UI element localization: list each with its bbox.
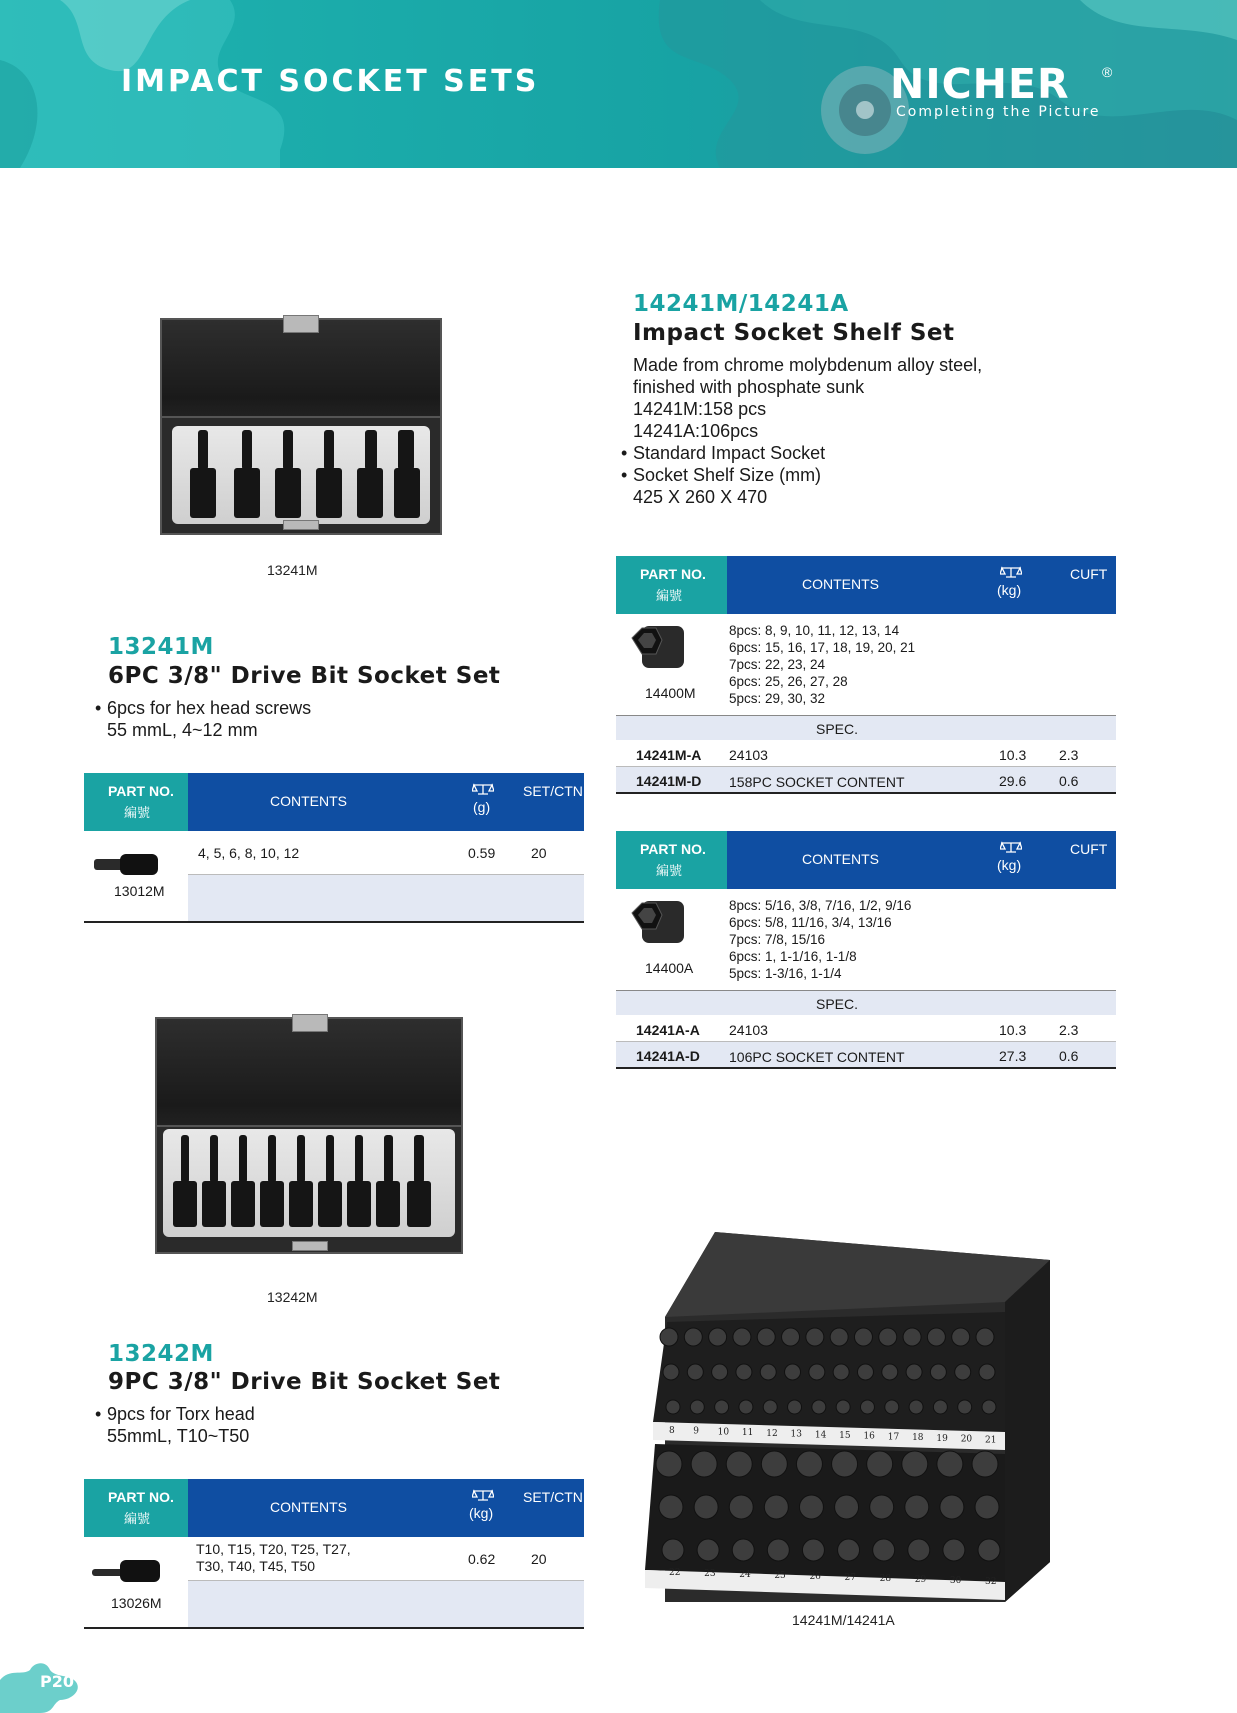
shelf-socket bbox=[882, 1364, 898, 1380]
header-part-no: PART NO. 編號 bbox=[616, 556, 727, 614]
item-contents-list bbox=[729, 622, 915, 707]
spec-row-part: 14241M-D bbox=[636, 773, 702, 789]
shelf-socket bbox=[726, 1451, 752, 1477]
shelf-socket bbox=[903, 1328, 921, 1346]
scale-icon bbox=[472, 1489, 494, 1501]
shelf-socket bbox=[838, 1539, 860, 1561]
shelf-socket bbox=[764, 1495, 788, 1519]
shelf-size-label: 19 bbox=[936, 1433, 948, 1444]
shelf-socket bbox=[761, 1451, 787, 1477]
desc-line: 55mmL, T10~T50 bbox=[107, 1426, 250, 1446]
shelf-socket bbox=[767, 1539, 789, 1561]
shelf-size-label: 29 bbox=[914, 1575, 927, 1585]
shelf-socket bbox=[870, 1495, 894, 1519]
shelf-socket bbox=[943, 1539, 965, 1561]
shelf-socket bbox=[905, 1495, 929, 1519]
product-description-13241m: • 6pcs for hex head screws 55 mmL, 4~12 mm bbox=[95, 698, 312, 740]
case-clasp bbox=[292, 1014, 328, 1032]
shelf-size-label: 22 bbox=[669, 1568, 681, 1578]
shelf-socket bbox=[656, 1451, 682, 1477]
shelf-socket bbox=[955, 1364, 971, 1380]
shelf-size-label: 13 bbox=[790, 1429, 802, 1440]
shelf-socket bbox=[785, 1364, 801, 1380]
shelf-socket bbox=[975, 1495, 999, 1519]
shelf-size-label: 30 bbox=[949, 1576, 962, 1586]
spec-row-contents: 106PC SOCKET CONTENT bbox=[729, 1049, 905, 1065]
header-part-no: PART NO. 編號 bbox=[616, 831, 727, 889]
shelf-socket bbox=[867, 1451, 893, 1477]
scale-icon bbox=[1000, 841, 1022, 853]
shelf-size-label: 32 bbox=[985, 1577, 997, 1587]
product-title-13242m: 9PC 3/8" Drive Bit Socket Set bbox=[108, 1369, 501, 1395]
shelf-socket bbox=[788, 1400, 802, 1414]
shelf-socket bbox=[927, 1328, 945, 1346]
spec-row-cuft: 0.6 bbox=[1059, 1048, 1079, 1064]
shelf-size-label: 25 bbox=[774, 1571, 786, 1581]
shelf-socket bbox=[833, 1364, 849, 1380]
shelf-socket bbox=[902, 1451, 928, 1477]
desc-line: 14241A:106pcs bbox=[633, 421, 759, 441]
shelf-socket bbox=[684, 1328, 702, 1346]
spec-row-cuft: 0.6 bbox=[1059, 773, 1079, 789]
shelf-socket bbox=[933, 1400, 947, 1414]
shelf-socket bbox=[836, 1400, 850, 1414]
shelf-socket bbox=[972, 1451, 998, 1477]
spec-row-contents: 24103 bbox=[729, 747, 768, 763]
impact-socket-icon bbox=[628, 897, 688, 947]
shelf-socket bbox=[666, 1400, 680, 1414]
product-description-13242m: • 9pcs for Torx head 55mmL, T10~T50 bbox=[95, 1404, 255, 1446]
shelf-socket bbox=[860, 1400, 874, 1414]
shelf-size-label: 12 bbox=[766, 1428, 778, 1439]
product-title-14241: Impact Socket Shelf Set bbox=[633, 320, 955, 346]
spec-row-contents: 158PC SOCKET CONTENT bbox=[729, 774, 905, 790]
shelf-socket bbox=[885, 1400, 899, 1414]
shelf-size-label: 18 bbox=[912, 1433, 924, 1444]
shelf-socket bbox=[796, 1451, 822, 1477]
shelf-socket bbox=[799, 1495, 823, 1519]
spec-table-13241m bbox=[84, 773, 584, 923]
product-title-13241m: 6PC 3/8" Drive Bit Socket Set bbox=[108, 663, 501, 689]
spec-row-contents: 24103 bbox=[729, 1022, 768, 1038]
bullet-text: Socket Shelf Size (mm) bbox=[633, 465, 822, 485]
spec-row-cuft: 2.3 bbox=[1059, 1022, 1079, 1038]
shelf-socket bbox=[940, 1495, 964, 1519]
shelf-socket bbox=[782, 1328, 800, 1346]
shelf-socket bbox=[908, 1539, 930, 1561]
shelf-socket bbox=[712, 1364, 728, 1380]
shelf-socket bbox=[736, 1364, 752, 1380]
contents-line: 8pcs: 8, 9, 10, 11, 12, 13, 14 bbox=[729, 623, 900, 638]
spec-label: SPEC. bbox=[816, 996, 859, 1012]
item-qty: 20 bbox=[531, 1551, 547, 1567]
header-part-no: PART NO. 編號 bbox=[84, 773, 188, 831]
shelf-socket bbox=[854, 1328, 872, 1346]
item-part-no: 13012M bbox=[114, 883, 165, 899]
desc-line: 55 mmL, 4~12 mm bbox=[107, 720, 258, 740]
item-part-no: 14400A bbox=[645, 960, 694, 976]
torx-bit-socket-icon bbox=[90, 1553, 164, 1587]
desc-line: 425 X 260 X 470 bbox=[633, 487, 768, 507]
scale-icon bbox=[1000, 566, 1022, 578]
shelf-socket bbox=[660, 1328, 678, 1346]
shelf-socket bbox=[873, 1539, 895, 1561]
contents-line: 5pcs: 1-3/16, 1-1/4 bbox=[729, 966, 842, 981]
impact-socket-icon bbox=[628, 622, 688, 672]
header-contents: CONTENTS (kg) CUFT bbox=[727, 831, 1116, 889]
product-number-13242m: 13242M bbox=[108, 1341, 214, 1367]
shelf-socket bbox=[806, 1328, 824, 1346]
shelf-size-label: 21 bbox=[985, 1435, 997, 1446]
item-contents-list bbox=[729, 897, 911, 982]
spec-row-part: 14241M-A bbox=[636, 747, 702, 763]
shelf-socket bbox=[709, 1328, 727, 1346]
spec-row-weight: 10.3 bbox=[999, 747, 1027, 763]
shelf-socket bbox=[809, 1364, 825, 1380]
shelf-size-label: 17 bbox=[887, 1432, 900, 1443]
shelf-socket bbox=[732, 1539, 754, 1561]
spec-row-weight: 27.3 bbox=[999, 1048, 1027, 1064]
header-part-no: PART NO. 編號 bbox=[84, 1479, 188, 1537]
shelf-socket bbox=[687, 1364, 703, 1380]
shelf-socket bbox=[760, 1364, 776, 1380]
product-description-14241: Made from chrome molybdenum alloy steel, finished with phosphate sunk 14241M:158 pcs 14241A:106pcs • Standard Impact Socket • Socket Shelf Size (mm) 425 X 260 X 470 bbox=[621, 355, 983, 507]
shelf-size-label: 14 bbox=[814, 1430, 827, 1441]
shelf-socket bbox=[937, 1451, 963, 1477]
shelf-socket bbox=[715, 1400, 729, 1414]
shelf-socket bbox=[909, 1400, 923, 1414]
contents-line: 5pcs: 29, 30, 32 bbox=[729, 691, 826, 706]
shelf-socket bbox=[830, 1328, 848, 1346]
shelf-size-label: 27 bbox=[844, 1573, 857, 1583]
scale-icon bbox=[472, 783, 494, 795]
desc-line: 14241M:158 pcs bbox=[633, 399, 767, 419]
brand-name: NICHER bbox=[890, 60, 1070, 108]
shelf-socket bbox=[976, 1328, 994, 1346]
shelf-socket bbox=[857, 1364, 873, 1380]
page-title: IMPACT SOCKET SETS bbox=[121, 64, 540, 99]
header-contents: CONTENTS (kg) SET/CTN bbox=[188, 1479, 584, 1537]
shelf-size-label: 15 bbox=[839, 1431, 851, 1441]
item-part-no: 13026M bbox=[111, 1595, 162, 1611]
contents-line: 6pcs: 1, 1-1/16, 1-1/8 bbox=[729, 949, 857, 964]
spec-row-weight: 10.3 bbox=[999, 1022, 1027, 1038]
spec-table-13242m bbox=[84, 1479, 584, 1629]
bullet-text: 6pcs for hex head screws bbox=[107, 698, 312, 718]
shelf-socket bbox=[982, 1400, 996, 1414]
header-contents: CONTENTS (kg) CUFT bbox=[727, 556, 1116, 614]
item-contents: 4, 5, 6, 8, 10, 12 bbox=[198, 845, 300, 861]
product-number-14241: 14241M/14241A bbox=[633, 291, 849, 317]
shelf-socket bbox=[930, 1364, 946, 1380]
spec-label: SPEC. bbox=[816, 721, 859, 737]
bullet-text: Standard Impact Socket bbox=[633, 443, 826, 463]
shelf-socket bbox=[733, 1328, 751, 1346]
contents-line: 8pcs: 5/16, 3/8, 7/16, 1/2, 9/16 bbox=[729, 898, 912, 913]
item-weight: 0.62 bbox=[468, 1551, 496, 1567]
contents-line: 6pcs: 5/8, 11/16, 3/4, 13/16 bbox=[729, 915, 892, 930]
item-qty: 20 bbox=[531, 845, 547, 861]
shelf-socket bbox=[690, 1400, 704, 1414]
page-number: P20 bbox=[40, 1672, 74, 1691]
photo-caption-13242m: 13242M bbox=[267, 1289, 318, 1305]
shelf-size-label: 24 bbox=[739, 1570, 751, 1580]
shelf-socket bbox=[978, 1539, 1000, 1561]
hex-bit-socket-icon bbox=[92, 849, 162, 879]
item-weight: 0.59 bbox=[468, 845, 496, 861]
shelf-socket bbox=[802, 1539, 824, 1561]
desc-line: finished with phosphate sunk bbox=[633, 377, 865, 397]
contents-line: 7pcs: 22, 23, 24 bbox=[729, 657, 826, 672]
shelf-size-label: 9 bbox=[693, 1426, 700, 1437]
item-contents-line-1: T10, T15, T20, T25, T27, bbox=[196, 1541, 351, 1557]
page-header-banner bbox=[0, 0, 1237, 168]
shelf-socket bbox=[757, 1328, 775, 1346]
shelf-size-label: 23 bbox=[704, 1569, 716, 1579]
photo-caption-13241m: 13241M bbox=[267, 562, 318, 578]
shelf-socket bbox=[691, 1451, 717, 1477]
spec-row-part: 14241A-D bbox=[636, 1048, 700, 1064]
shelf-socket bbox=[763, 1400, 777, 1414]
item-contents-line-2: T30, T40, T45, T50 bbox=[196, 1558, 316, 1574]
shelf-socket bbox=[879, 1328, 897, 1346]
shelf-size-label: 10 bbox=[717, 1427, 730, 1438]
contents-line: 6pcs: 25, 26, 27, 28 bbox=[729, 674, 848, 689]
desc-line: Made from chrome molybdenum alloy steel, bbox=[633, 355, 983, 375]
shelf-socket bbox=[729, 1495, 753, 1519]
shelf-size-label: 26 bbox=[809, 1572, 821, 1582]
spec-table-14241a bbox=[616, 831, 1116, 1071]
shelf-socket bbox=[812, 1400, 826, 1414]
shelf-socket bbox=[979, 1364, 995, 1380]
spec-row-weight: 29.6 bbox=[999, 773, 1027, 789]
shelf-socket bbox=[906, 1364, 922, 1380]
product-number-13241m: 13241M bbox=[108, 634, 214, 660]
shelf-socket bbox=[952, 1328, 970, 1346]
shelf-socket bbox=[662, 1539, 684, 1561]
shelf-size-label: 16 bbox=[863, 1431, 875, 1442]
spec-table-14241m bbox=[616, 556, 1116, 796]
product-photo-13241m bbox=[160, 318, 442, 535]
shelf-size-label: 11 bbox=[741, 1428, 754, 1439]
contents-line: 7pcs: 7/8, 15/16 bbox=[729, 932, 826, 947]
shelf-socket bbox=[694, 1495, 718, 1519]
shelf-size-label: 28 bbox=[879, 1574, 892, 1584]
shelf-socket bbox=[663, 1364, 679, 1380]
shelf-socket bbox=[739, 1400, 753, 1414]
contents-line: 6pcs: 15, 16, 17, 18, 19, 20, 21 bbox=[729, 640, 916, 655]
case-clasp bbox=[283, 315, 319, 333]
product-photo-13242m bbox=[155, 1017, 463, 1254]
header-contents: CONTENTS (g) SET/CTN bbox=[188, 773, 584, 831]
socket-shelf-illustration bbox=[645, 1232, 1050, 1602]
product-photo-14241-shelf bbox=[645, 1232, 1050, 1602]
spec-row-cuft: 2.3 bbox=[1059, 747, 1079, 763]
bullet-text: 9pcs for Torx head bbox=[107, 1404, 255, 1424]
spec-row-part: 14241A-A bbox=[636, 1022, 700, 1038]
shelf-size-label: 20 bbox=[960, 1434, 973, 1445]
shelf-socket bbox=[832, 1451, 858, 1477]
shelf-size-label: 8 bbox=[669, 1426, 675, 1436]
shelf-socket bbox=[659, 1495, 683, 1519]
brand-tagline: Completing the Picture bbox=[896, 104, 1101, 120]
registered-mark: ® bbox=[1102, 64, 1113, 80]
shelf-socket bbox=[697, 1539, 719, 1561]
photo-caption-14241: 14241M/14241A bbox=[792, 1612, 895, 1628]
brand-logo bbox=[890, 60, 1130, 120]
shelf-socket bbox=[835, 1495, 859, 1519]
item-part-no: 14400M bbox=[645, 685, 696, 701]
shelf-socket bbox=[958, 1400, 972, 1414]
